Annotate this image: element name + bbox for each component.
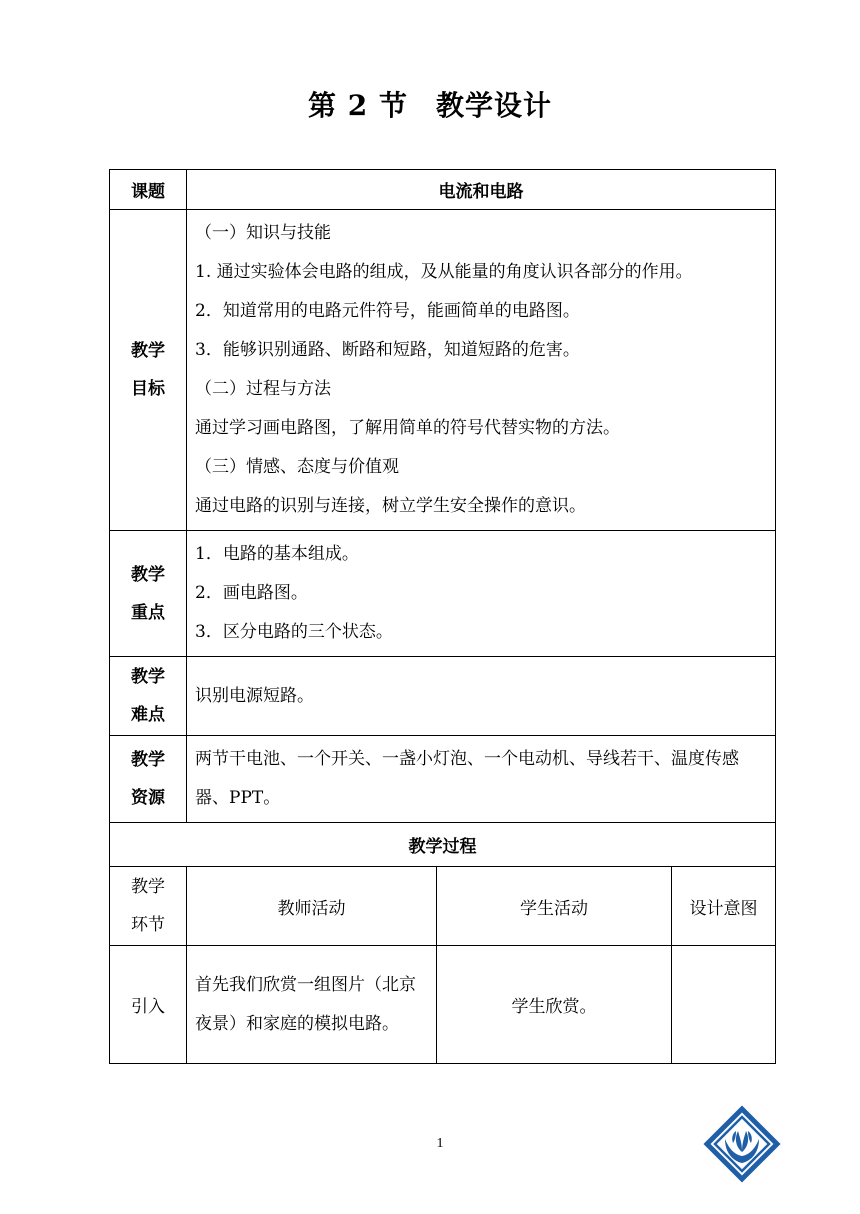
resources-content [187, 736, 776, 823]
process-row [110, 946, 776, 1064]
keypoints-row [110, 531, 776, 657]
process-col-student: 学生活动 [437, 867, 672, 946]
school-emblem-icon [703, 1105, 781, 1183]
goals-row [110, 210, 776, 531]
keypoints-line: 3．区分电路的三个状态。 [195, 622, 393, 642]
goals-label-line1: 教学 [131, 341, 165, 361]
process-col-stage [110, 867, 187, 946]
goals-content [187, 210, 776, 531]
topic-label: 课题 [110, 170, 187, 210]
page-number: 1 [436, 1136, 444, 1151]
resources-label [110, 736, 187, 823]
process-col-stage-line1: 教学 [131, 877, 165, 897]
page-title [0, 84, 860, 124]
process-col-stage-line2: 环节 [131, 915, 165, 935]
keypoints-label-line1: 教学 [131, 564, 165, 585]
process-intent [672, 946, 776, 1064]
keypoints-label [110, 531, 187, 657]
process-student-activity: 学生欣赏。 [437, 946, 672, 1064]
difficulty-label-line1: 教学 [131, 667, 165, 687]
resources-label-line1: 教学 [131, 750, 165, 770]
lesson-plan-table [109, 169, 776, 1064]
goals-line: 3．能够识别通路、断路和短路，知道短路的危害。 [195, 340, 580, 360]
process-header: 教学过程 [110, 823, 776, 867]
difficulty-content [187, 657, 776, 736]
goals-line: （一）知识与技能 [195, 223, 331, 243]
topic-row [110, 170, 776, 210]
goals-line: 通过学习画电路图，了解用简单的符号代替实物的方法。 [195, 418, 620, 438]
keypoints-line: 1．电路的基本组成。 [195, 544, 359, 564]
process-stage: 引入 [110, 946, 187, 1064]
goals-line: 1. 通过实验体会电路的组成，及从能量的角度认识各部分的作用。 [195, 262, 693, 282]
goals-line: （二）过程与方法 [195, 379, 331, 399]
difficulty-text: 识别电源短路。 [195, 685, 314, 706]
goals-label [110, 210, 187, 531]
resources-text: 两节干电池、一个开关、一盏小灯泡、一个电动机、导线若干、温度传感器、PPT。 [195, 749, 739, 808]
title-text: 教学设计 [435, 89, 552, 122]
difficulty-label [110, 657, 187, 736]
process-teacher-activity [187, 946, 437, 1064]
process-columns-row [110, 867, 776, 946]
goals-line: 2．知道常用的电路元件符号，能画简单的电路图。 [195, 301, 580, 321]
keypoints-content [187, 531, 776, 657]
difficulty-label-line2: 难点 [131, 705, 165, 725]
goals-label-line2: 目标 [131, 379, 165, 399]
keypoints-line: 2．画电路图。 [195, 583, 308, 603]
process-teacher-text: 首先我们欣赏一组图片（北京夜景）和家庭的模拟电路。 [195, 974, 416, 1034]
process-col-intent: 设计意图 [672, 867, 776, 946]
goals-line: 通过电路的识别与连接，树立学生安全操作的意识。 [195, 496, 586, 516]
process-col-teacher: 教师活动 [187, 867, 437, 946]
topic-value: 电流和电路 [187, 170, 776, 210]
title-section-number: 第 2 节 [308, 89, 408, 122]
keypoints-label-line2: 重点 [131, 602, 165, 623]
resources-row [110, 736, 776, 823]
goals-line: （三）情感、态度与价值观 [195, 457, 399, 477]
difficulty-row [110, 657, 776, 736]
resources-label-line2: 资源 [131, 788, 165, 808]
process-header-row [110, 823, 776, 867]
